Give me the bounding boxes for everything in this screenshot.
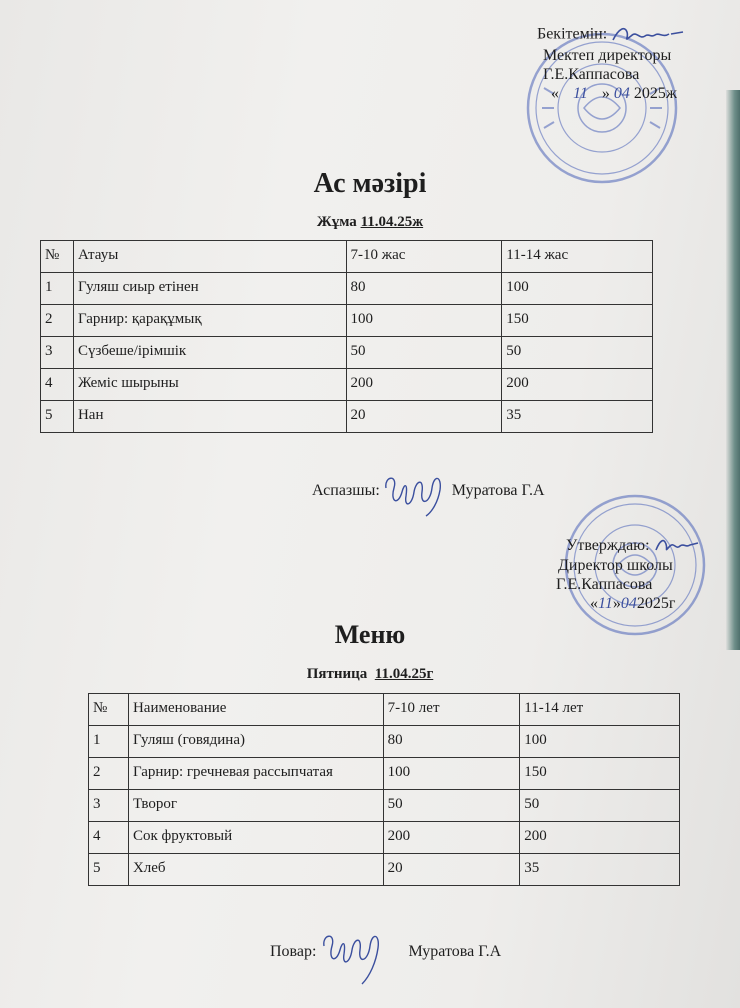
ru-date-month: 04 [620,595,637,613]
table-header-cell: № [41,241,74,273]
table-cell: 50 [520,790,680,822]
table-header-row [89,694,680,726]
table-cell: 80 [346,273,502,305]
table-row [41,369,653,401]
kz-approval-date: « 11 » 04 2025ж [551,85,677,102]
kz-menu-date: 11.04.25ж [360,214,424,230]
kz-cook-signature-line [312,462,545,520]
cook-signature [318,916,388,988]
ru-director-name: Г.Е.Каппасова [556,576,653,594]
table-cell: 20 [383,854,520,886]
table-cell: 150 [520,758,680,790]
ru-date-day: 11 [598,595,613,613]
table-cell: 50 [502,337,653,369]
table-cell: 200 [383,822,520,854]
table-cell: Нан [73,401,346,433]
table-header-cell: Наименование [128,694,383,726]
table-cell: 1 [89,726,129,758]
table-cell: 2 [89,758,129,790]
cook-signature [380,462,452,520]
table-cell: 200 [346,369,502,401]
table-cell: 50 [383,790,520,822]
table-cell: Жеміс шырыны [73,369,346,401]
ru-menu-title: Меню [334,620,406,649]
table-row [89,726,680,758]
ru-date-year: 2025г [636,595,676,613]
table-cell: 100 [346,305,502,337]
table-cell: 100 [383,758,520,790]
table-cell: 35 [502,401,653,433]
ru-approved-label: Утверждаю: [566,537,650,554]
table-row [89,854,680,886]
table-row [41,273,653,305]
ru-menu-date: 11.04.25г [374,666,434,682]
kz-director-name: Г.Е.Каппасова [543,66,640,83]
kz-date-month: 04 [613,85,630,102]
table-cell: 100 [502,273,653,305]
table-cell: Гуляш (говядина) [128,726,383,758]
table-cell: 2 [41,305,74,337]
kz-menu-subtitle [0,214,740,231]
table-cell: 3 [89,790,129,822]
ru-menu-subtitle [0,666,740,683]
ru-day-label: Пятница [306,666,368,682]
kz-approved-label: Бекітемін: [537,25,608,43]
table-cell: Гуляш сиыр етінен [73,273,346,305]
ru-approval-block [556,536,700,613]
table-cell: 50 [346,337,502,369]
table-cell: 3 [41,337,74,369]
table-cell: 150 [502,305,653,337]
table-cell: 1 [41,273,74,305]
ru-approval-date: «11»042025г [590,595,676,613]
table-cell: 200 [520,822,680,854]
kz-cook-name: Муратова Г.А [451,482,545,499]
ru-director-position: Директор школы [558,557,673,575]
table-row [89,790,680,822]
table-row [89,822,680,854]
table-cell: Гарнир: гречневая рассыпчатая [128,758,383,790]
table-cell: 5 [41,401,74,433]
table-cell: 4 [89,822,129,854]
table-header-row [41,241,653,273]
table-row [41,305,653,337]
table-cell: Творог [128,790,383,822]
table-header-cell: 11-14 лет [520,694,680,726]
table-cell: 200 [502,369,653,401]
table-cell: 100 [520,726,680,758]
table-cell: Гарнир: қарақұмық [73,305,346,337]
table-cell: 35 [520,854,680,886]
table-header-cell: Атауы [73,241,346,273]
table-cell: 5 [89,854,129,886]
table-row [41,401,653,433]
table-header-cell: № [89,694,129,726]
kz-menu-table [40,240,653,433]
table-row [89,758,680,790]
table-header-cell: 7-10 жас [346,241,502,273]
table-header-cell: 7-10 лет [383,694,520,726]
ru-cook-label: Повар: [270,943,317,960]
director-signature [654,536,700,556]
table-cell: 80 [383,726,520,758]
table-cell: Сүзбеше/ірімшік [73,337,346,369]
director-signature [611,24,685,46]
table-cell: 4 [41,369,74,401]
ru-cook-name: Муратова Г.А [408,943,502,960]
table-cell: Хлеб [128,854,383,886]
ru-menu-table [88,693,680,886]
table-cell: 20 [346,401,502,433]
kz-cook-label: Аспазшы: [312,482,380,499]
table-row [41,337,653,369]
kz-menu-title: Ас мәзірі [313,168,427,199]
kz-approval-block [537,24,685,103]
kz-date-year: 2025ж [633,85,677,102]
kz-day-label: Жұма [316,214,357,230]
table-cell: Сок фруктовый [128,822,383,854]
table-header-cell: 11-14 жас [502,241,653,273]
ru-cook-signature-line [270,916,501,988]
kz-director-position: Мектеп директоры [543,47,672,64]
kz-date-day: 11 [573,85,588,102]
